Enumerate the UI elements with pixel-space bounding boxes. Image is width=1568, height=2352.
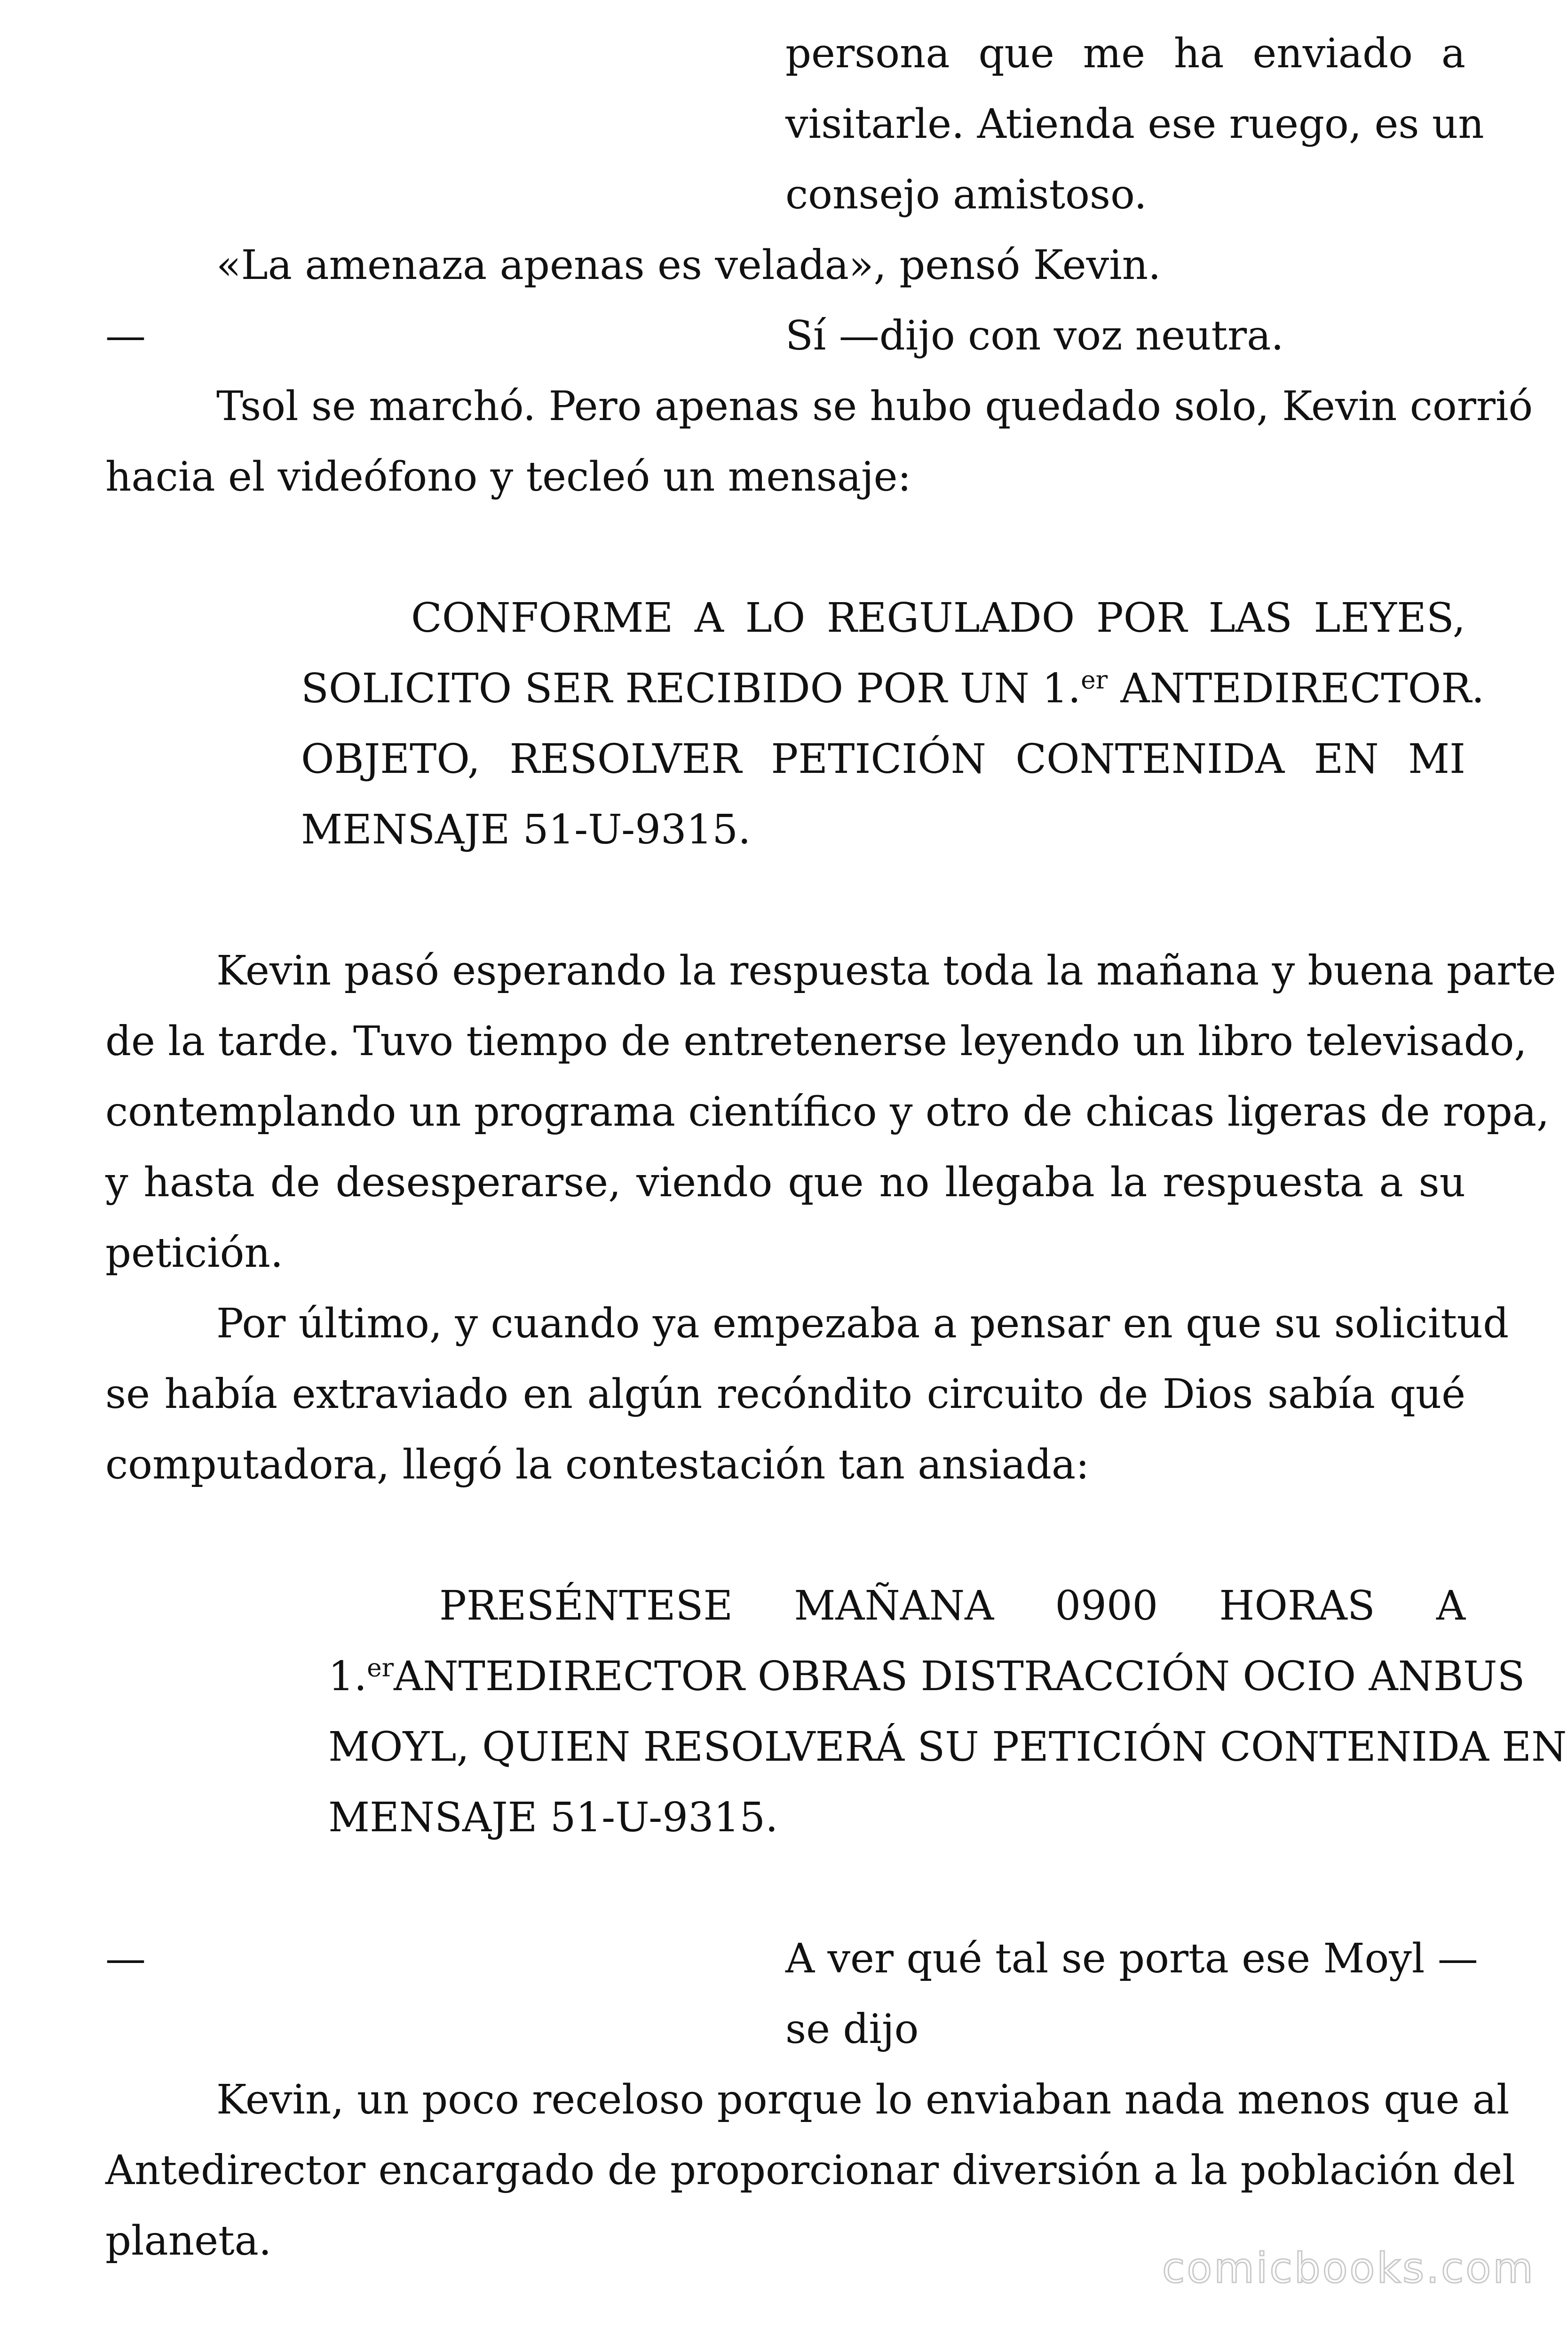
message-line: MOYL, QUIEN RESOLVERÁ SU PETICIÓN CONTENIDA EN xyxy=(328,1724,1567,1771)
superscript: er xyxy=(1081,665,1108,695)
message-line: CONFORME A LO REGULADO POR LAS LEYES, xyxy=(411,595,1465,642)
dialogue-reply: se dijo xyxy=(785,2006,919,2053)
message-line: SOLICITO SER RECIBIDO POR UN 1.$^{er}$ ANTEDIRECTOR. xyxy=(301,665,1485,712)
watermark: comicbooks.com xyxy=(1162,2244,1535,2292)
paragraph-line: planeta. xyxy=(105,2217,272,2265)
superscript: er xyxy=(367,1653,394,1683)
message-line: MENSAJE 51-U-9315. xyxy=(328,1794,778,1841)
message-line: PRESÉNTESE MAÑANA 0900 HORAS A xyxy=(439,1582,1465,1629)
paragraph-line: se había extraviado en algún recóndito circuito de Dios sabía qué xyxy=(105,1371,1465,1418)
message-line: 1.$^{er}$ANTEDIRECTOR OBRAS DISTRACCIÓN OCIO ANBUS xyxy=(328,1653,1525,1700)
paragraph-line: Antedirector encargado de proporcionar diversión a la población del xyxy=(105,2147,1515,2194)
paragraph-line: Por último, y cuando ya empezaba a pensar en que su solicitud xyxy=(216,1300,1509,1347)
paragraph-line: Kevin pasó esperando la respuesta toda la mañana y buena parte xyxy=(216,947,1556,994)
speech-line: persona que me ha enviado a xyxy=(785,30,1465,77)
speech-line: visitarle. Atienda ese ruego, es un xyxy=(785,101,1484,148)
paragraph-line: de la tarde. Tuvo tiempo de entretenerse leyendo un libro televisado, xyxy=(105,1018,1527,1065)
paragraph-line: y hasta de desesperarse, viendo que no llegaba la respuesta a su xyxy=(105,1159,1465,1206)
paragraph-line: petición. xyxy=(105,1230,284,1277)
dialogue-reply: A ver qué tal se porta ese Moyl — xyxy=(785,1935,1478,1982)
message-line: MENSAJE 51-U-9315. xyxy=(301,806,751,853)
paragraph-line: contemplando un programa científico y otro de chicas ligeras de ropa, xyxy=(105,1089,1550,1136)
dialogue-dash: — xyxy=(105,312,146,359)
dialogue-dash: — xyxy=(105,1935,146,1982)
paragraph-line: computadora, llegó la contestación tan ansiada: xyxy=(105,1441,1090,1488)
message-line: OBJETO, RESOLVER PETICIÓN CONTENIDA EN MI xyxy=(301,736,1465,783)
thought-line: «La amenaza apenas es velada», pensó Kevin. xyxy=(216,242,1161,289)
speech-line: consejo amistoso. xyxy=(785,171,1147,218)
paragraph-line: Tsol se marchó. Pero apenas se hubo quedado solo, Kevin corrió xyxy=(216,383,1533,430)
paragraph-line: Kevin, un poco receloso porque lo enviaban nada menos que al xyxy=(216,2076,1510,2123)
dialogue-reply: Sí —dijo con voz neutra. xyxy=(785,312,1284,359)
paragraph-line: hacia el videófono y tecleó un mensaje: xyxy=(105,453,911,501)
